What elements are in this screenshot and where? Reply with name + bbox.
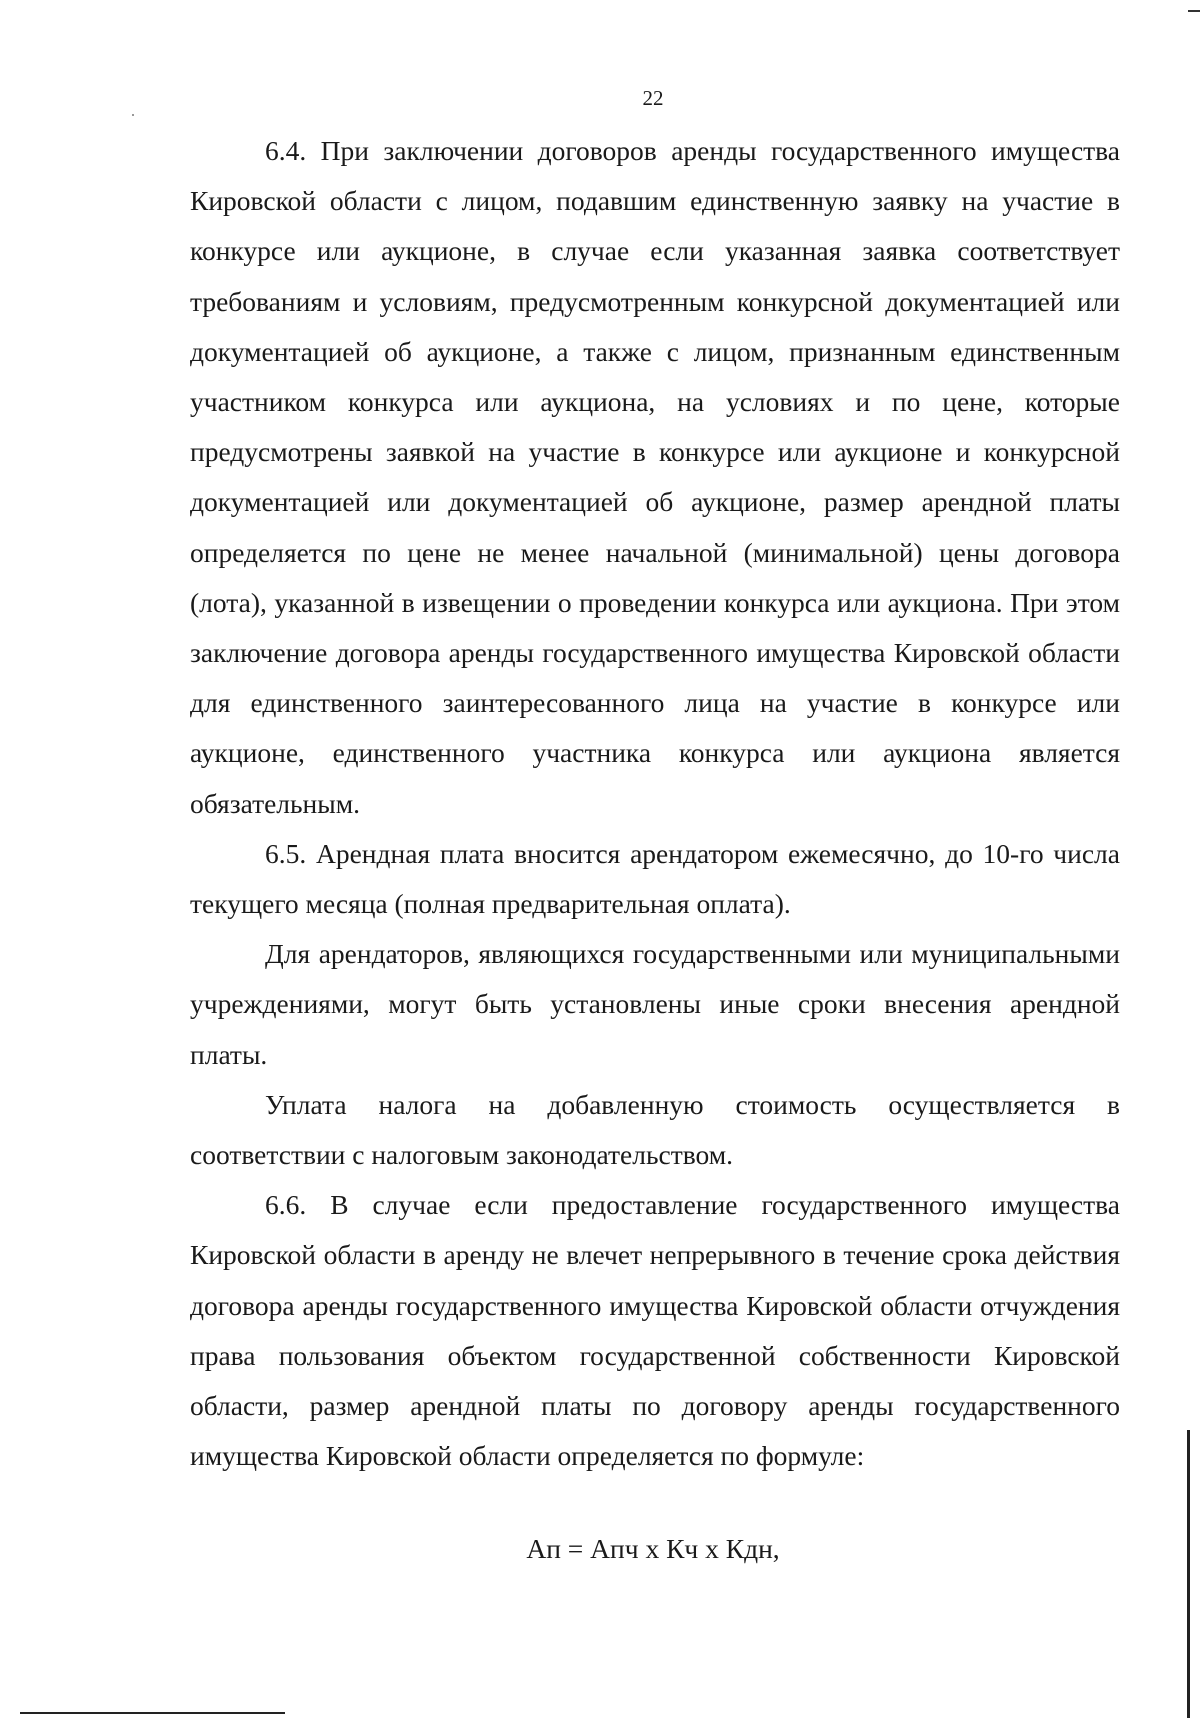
paragraph-6-5: 6.5. Арендная плата вносится арендатором ежемесячно, до 10-го числа текущего месяца (полная предварительная оплата). xyxy=(190,837,1120,920)
paragraph-6-6: 6.6. В случае если предоставление государственного имущества Кировской области в аренду не влечет непрерывного в течение срока действия договора аренды государственного имущества Кировской области отчуждения права пользования объектом государственной собственности Кировской области, размер арендной платы по договору аренды государственного имущества Кировской области определяется по формуле: xyxy=(190,1189,1120,1472)
page-number: 22 xyxy=(642,86,664,110)
paragraph-tenants-institutions: Для арендаторов, являющихся государственными или муниципальными учреждениями, могут быть установлены иные сроки внесения арендной платы. xyxy=(190,938,1120,1070)
scan-edge-mark xyxy=(1188,0,1200,12)
paragraph-6-4: 6.4. При заключении договоров аренды государственного имущества Кировской области с лицом, подавшим единственную заявку на участие в конкурсе или аукционе, в случае если указанная заявка соответствует требованиям и условиям, предусмотренным конкурсной документацией или документацией об аукционе, а также с лицом, признанным единственным участником конкурса или аукциона, на условиях и по цене, которые предусмотрены заявкой на участие в конкурсе или аукционе и конкурсной документацией или документацией об аукционе, размер арендной платы определяется по цене не менее начальной (минимальной) цены договора (лота), указанной в извещении о проведении конкурса или аукциона. При этом заключение договора аренды государственного имущества Кировской области для единственного заинтересованного лица на участие в конкурсе или аукционе, единственного участника конкурса или аукциона является обязательным. xyxy=(190,135,1120,819)
paragraph-vat: Уплата налога на добавленную стоимость осуществляется в соответствии с налоговым законодательством. xyxy=(190,1088,1120,1171)
rent-formula: Ап = Апч х Кч х Кдн, xyxy=(526,1533,780,1564)
scan-speck xyxy=(132,114,134,116)
scan-edge-line xyxy=(1187,1430,1190,1718)
document-body xyxy=(190,126,1120,1481)
footnote-separator xyxy=(20,1712,285,1714)
